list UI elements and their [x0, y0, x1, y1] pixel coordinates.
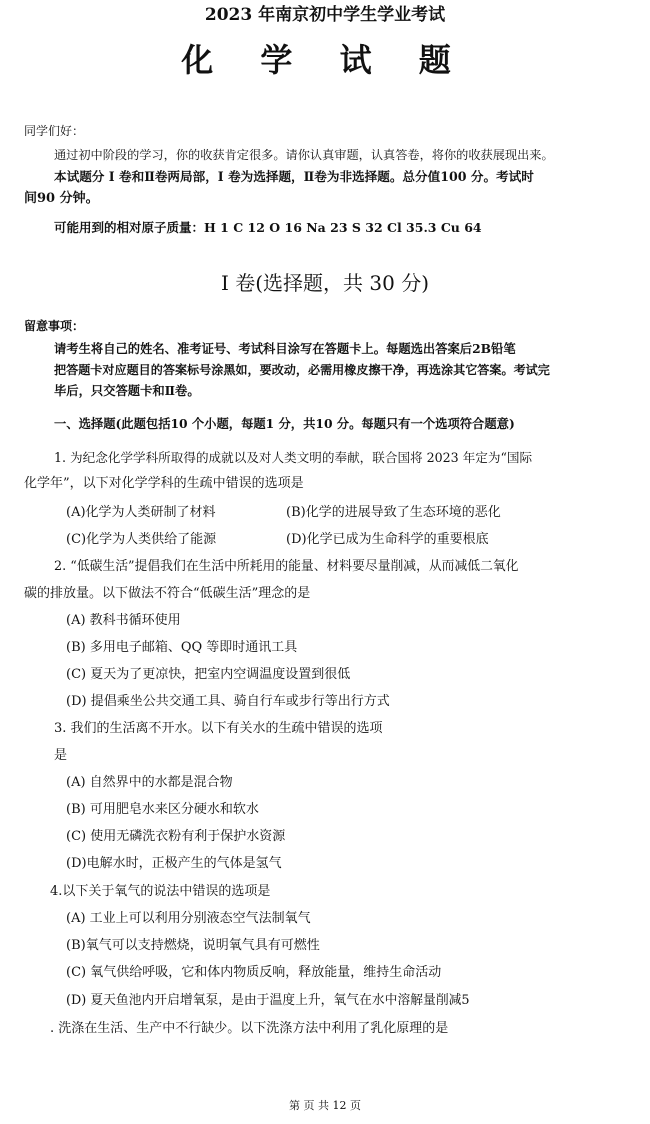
- q4-stem-1: 4.以下关于氧气的说法中错误的选项是: [50, 884, 271, 899]
- q1-option-a: (A)化学为人类研制了材料: [66, 505, 216, 520]
- q2-option-c: (C) 夏天为了更凉快，把室内空调温度设置到很低: [66, 667, 351, 682]
- notes-line-3: 毕后，只交答题卡和Ⅱ卷。: [54, 383, 200, 398]
- q1-stem-2: 化学年”，以下对化学学科的生疏中错误的选项是: [24, 476, 304, 491]
- q4-option-b: (B)氧气可以支持燃烧，说明氧气具有可燃性: [66, 938, 320, 953]
- part-heading: 一、选择题(此题包括10 个小题，每题1 分，共10 分。每题只有一个选项符合题意): [54, 416, 515, 431]
- q3-stem-1: 3. 我们的生活离不开水。以下有关水的生疏中错误的选项: [54, 721, 383, 736]
- q3-option-d: (D)电解水时，正极产生的气体是氢气: [66, 856, 282, 871]
- subject-title: 化 学 试 题: [181, 41, 469, 79]
- q3-stem-2: 是: [54, 748, 68, 763]
- q2-option-b: (B) 多用电子邮箱、QQ 等即时通讯工具: [66, 640, 298, 655]
- q4-option-c: (C) 氧气供给呼吸，它和体内物质反响，释放能量，维持生命活动: [66, 965, 442, 980]
- notes-heading: 留意事项：: [24, 319, 85, 333]
- greeting: 同学们好：: [24, 124, 85, 138]
- intro-line-2: 本试题分 I 卷和Ⅱ卷两局部，I 卷为选择题，Ⅱ卷为非选择题。总分值100 分。考试时: [54, 169, 534, 184]
- q3-option-b: (B) 可用肥皂水来区分硬水和软水: [66, 802, 259, 817]
- atomic-masses: 可能用到的相对原子质量：H 1 C 12 O 16 Na 23 S 32 Cl 35.3 Cu 64: [54, 220, 482, 235]
- section-title: I 卷(选择题，共 30 分): [220, 271, 430, 295]
- q1-option-c: (C)化学为人类供给了能源: [66, 532, 217, 547]
- q2-option-d: (D) 提倡乘坐公共交通工具、骑自行车或步行等出行方式: [66, 694, 390, 709]
- q2-stem-1: 2. “低碳生活”提倡我们在生活中所耗用的能量、材料要尽量削减，从而减低二氧化: [54, 559, 519, 574]
- q1-option-b: (B)化学的进展导致了生态环境的恶化: [286, 505, 501, 520]
- q3-option-c: (C) 使用无磷洗衣粉有利于保护水资源: [66, 829, 286, 844]
- q1-stem-1: 1. 为纪念化学学科所取得的成就以及对人类文明的奉献，联合国将 2023 年定为“国际: [54, 450, 533, 465]
- q5-stem-1: . 洗涤在生活、生产中不行缺少。以下洗涤方法中利用了乳化原理的是: [50, 1021, 449, 1036]
- notes-line-2: 把答题卡对应题目的答案标号涂黑如，要改动，必需用橡皮擦干净，再选涂其它答案。考试完: [54, 363, 550, 377]
- intro-line-1: 通过初中阶段的学习，你的收获肯定很多。请你认真审题，认真答卷，将你的收获展现出来。: [54, 148, 554, 162]
- q1-option-d: (D)化学已成为生命科学的重要根底: [286, 532, 489, 547]
- q2-stem-2: 碳的排放量。以下做法不符合“低碳生活”理念的是: [24, 586, 311, 601]
- q4-option-d: (D) 夏天鱼池内开启增氧泵，是由于温度上升，氧气在水中溶解量削减5: [66, 993, 470, 1008]
- q2-option-a: (A) 教科书循环使用: [66, 613, 181, 628]
- intro-line-3: 间90 分钟。: [24, 191, 99, 206]
- page-footer: 第 页 共 12 页: [289, 1099, 361, 1112]
- notes-line-1: 请考生将自己的姓名、准考证号、考试科目涂写在答题卡上。每题选出答案后2B铅笔: [54, 341, 516, 356]
- q4-option-a: (A) 工业上可以利用分别液态空气法制氧气: [66, 911, 311, 926]
- exam-title: 2023 年南京初中学生学业考试: [204, 5, 446, 25]
- q3-option-a: (A) 自然界中的水都是混合物: [66, 775, 233, 790]
